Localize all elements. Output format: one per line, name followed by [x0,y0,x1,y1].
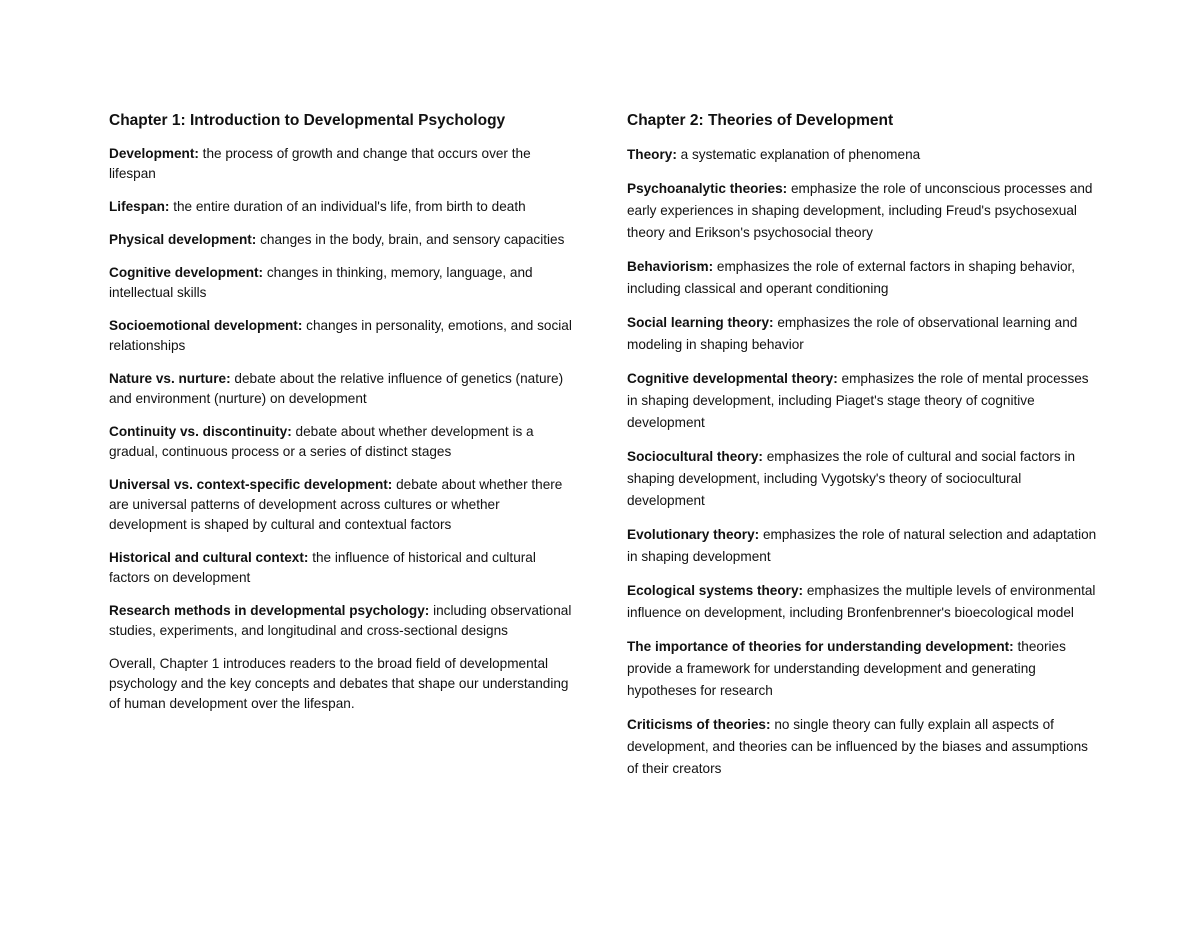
entry-definition: debate about the relative influence of genetics (nature) and environment (nurture) on development [109,371,564,406]
chapter1-entry-historical-cultural-context [109,548,579,588]
chapter1-entry-physical-development [109,230,579,250]
entry-definition: a systematic explanation of phenomena [680,147,921,162]
entry-term: Lifespan: [109,199,170,214]
entry-term: Cognitive developmental theory: [627,371,838,386]
entry-term: Nature vs. nurture: [109,371,231,386]
entry-term: Behaviorism: [627,259,714,274]
entry-definition: emphasizes the multiple levels of environmental influence on development, including Bronfenbrenner's bioecological model [627,583,1096,620]
chapter2-entry-theory [627,144,1097,166]
chapter1-title: Chapter 1: Introduction to Developmental Psychology [109,112,506,129]
chapter2-entry-social-learning-theory [627,312,1097,356]
chapter1-column [109,110,579,727]
entry-definition: debate about whether there are universal patterns of development across cultures or whether development is shaped by cultural and contextual factors [109,477,563,532]
entry-term: The importance of theories for understanding development: [627,639,1014,654]
entry-definition: no single theory can fully explain all aspects of development, and theories can be influenced by the biases and assumptions of their creators [627,717,1088,776]
entry-definition: emphasizes the role of natural selection and adaptation in shaping development [627,527,1097,564]
chapter1-summary: Overall, Chapter 1 introduces readers to the broad field of developmental psychology and the key concepts and debates that shape our understanding of human development over the lifespan. [109,656,569,711]
entry-definition: the influence of historical and cultural factors on development [109,550,536,585]
entry-term: Criticisms of theories: [627,717,771,732]
entry-definition: changes in the body, brain, and sensory capacities [260,232,565,247]
chapter2-column [627,110,1097,792]
entry-term: Evolutionary theory: [627,527,760,542]
chapter1-entry-continuity-vs-discontinuity [109,422,579,462]
entry-term: Physical development: [109,232,257,247]
chapter2-entry-behaviorism [627,256,1097,300]
chapter1-entry-lifespan [109,197,579,217]
chapter2-entry-ecological-systems-theory [627,580,1097,624]
chapter1-entry-development [109,144,579,184]
entry-term: Psychoanalytic theories: [627,181,788,196]
entry-term: Historical and cultural context: [109,550,309,565]
entry-term: Continuity vs. discontinuity: [109,424,292,439]
entry-term: Socioemotional development: [109,318,303,333]
entry-term: Research methods in developmental psychology: [109,603,430,618]
chapter1-entry-socioemotional-development [109,316,579,356]
entry-term: Sociocultural theory: [627,449,763,464]
entry-definition: changes in personality, emotions, and social relationships [109,318,572,353]
chapter2-entry-criticisms-of-theories [627,714,1097,780]
entry-definition: emphasizes the role of observational learning and modeling in shaping behavior [627,315,1078,352]
chapter2-entry-cognitive-developmental-theory [627,368,1097,434]
entry-definition: emphasizes the role of mental processes in shaping development, including Piaget's stage theory of cognitive development [627,371,1089,430]
entry-term: Development: [109,146,199,161]
entry-definition: debate about whether development is a gradual, continuous process or a series of distinct stages [109,424,534,459]
chapter2-title: Chapter 2: Theories of Development [627,112,894,129]
chapter1-entry-cognitive-development [109,263,579,303]
chapter1-entry-nature-vs-nurture [109,369,579,409]
chapter2-entry-psychoanalytic-theories [627,178,1097,244]
chapter1-entry-research-methods [109,601,579,641]
entry-definition: emphasizes the role of cultural and social factors in shaping development, including Vygotsky's theory of sociocultural development [627,449,1076,508]
chapter1-entry-universal-vs-context-specific [109,475,579,535]
entry-definition: theories provide a framework for understanding development and generating hypotheses for research [627,639,1066,698]
entry-term: Social learning theory: [627,315,774,330]
entry-definition: emphasizes the role of external factors in shaping behavior, including classical and operant conditioning [627,259,1076,296]
entry-definition: changes in thinking, memory, language, and intellectual skills [109,265,533,300]
entry-term: Cognitive development: [109,265,264,280]
entry-definition: the entire duration of an individual's life, from birth to death [173,199,526,214]
entry-term: Theory: [627,147,677,162]
entry-term: Universal vs. context-specific development: [109,477,393,492]
entry-definition: including observational studies, experiments, and longitudinal and cross-sectional designs [109,603,572,638]
entry-definition: the process of growth and change that occurs over the lifespan [109,146,531,181]
entry-term: Ecological systems theory: [627,583,804,598]
chapter2-entry-evolutionary-theory [627,524,1097,568]
entry-definition: emphasize the role of unconscious processes and early experiences in shaping development, including Freud's psychosexual theory and Erikson's psychosocial theory [627,181,1093,240]
chapter2-entry-sociocultural-theory [627,446,1097,512]
chapter2-entry-importance-of-theories [627,636,1097,702]
